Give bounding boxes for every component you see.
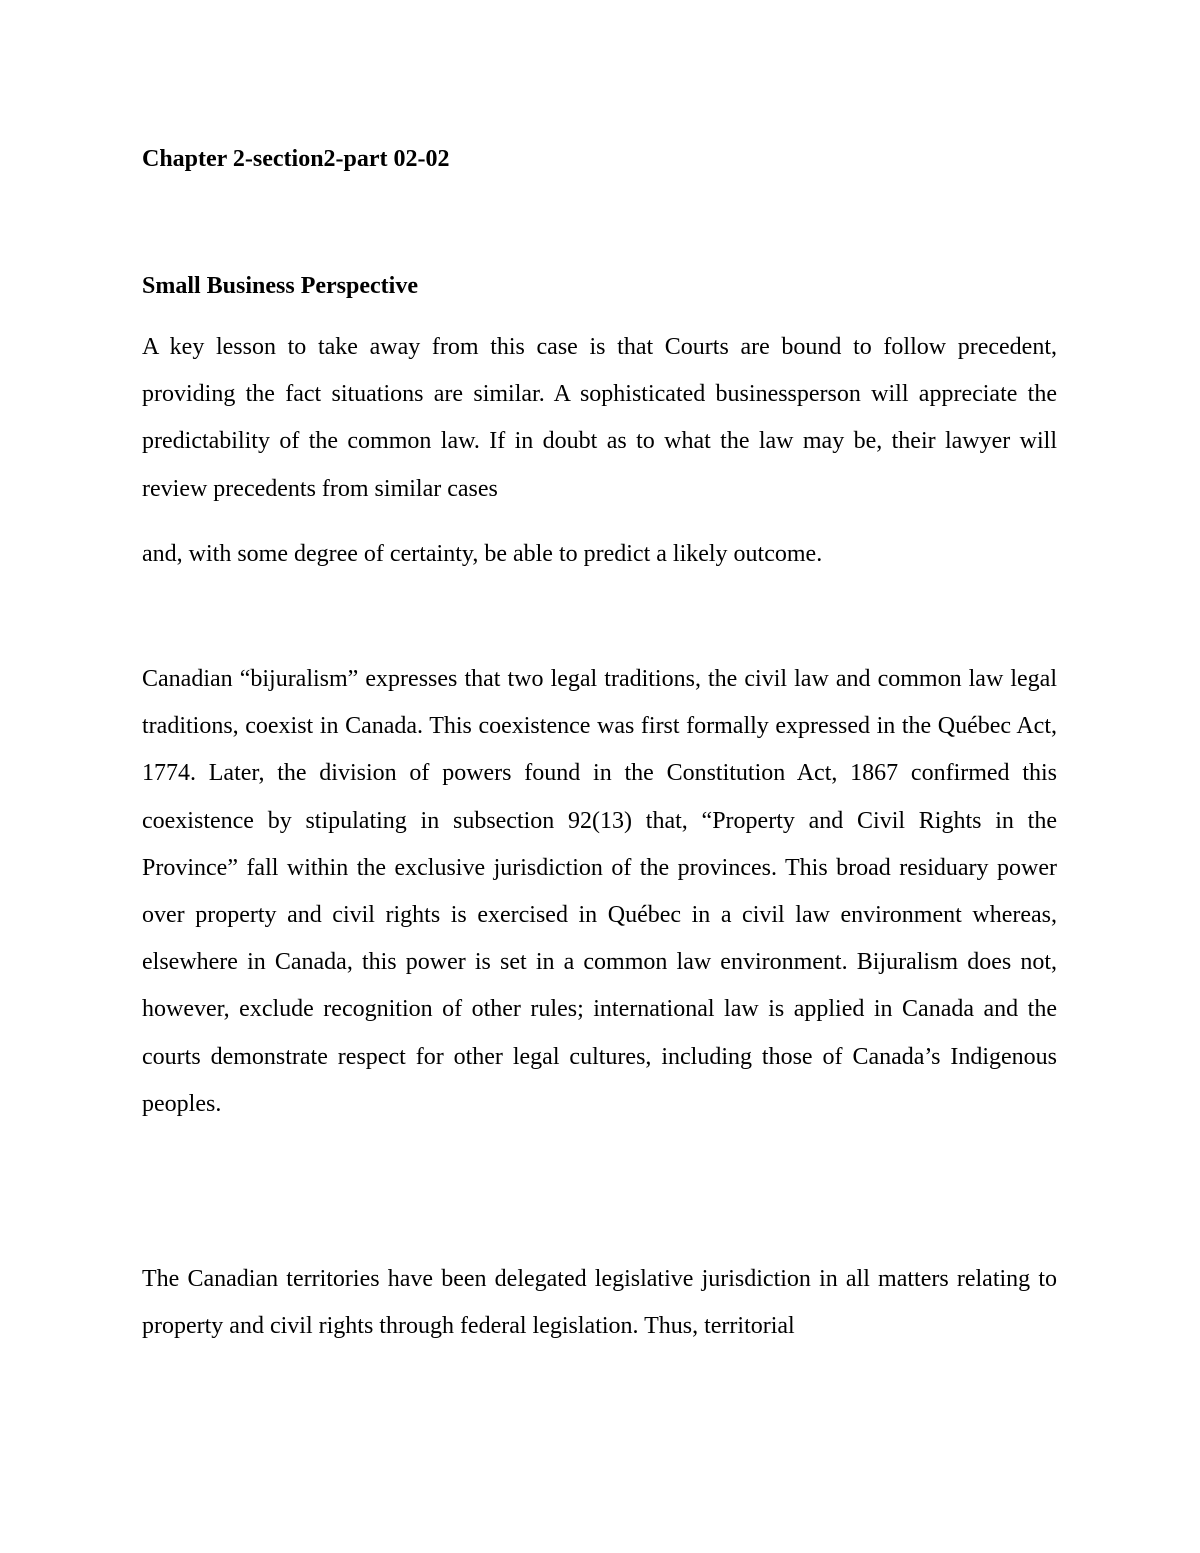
paragraph-bijuralism: Canadian “bijuralism” expresses that two legal traditions, the civil law and common law legal traditions, coexist in Canada. This coexistence was first formally expressed in the Québec Act, 1774. Later, the division of powers found in the Constitution Act, 1867 confirmed this coexistence by stipulating in subsection 92(13) that, “Property and Civil Rights in the Province” fall within the exclusive jurisdiction of the provinces. This broad residuary power over property and civil rights is exercised in Québec in a civil law environment whereas, elsewhere in Canada, this power is set in a common law environment. Bijuralism does not, however, exclude recognition of other rules; international law is applied in Canada and the courts demonstrate respect for other legal cultures, including those of Canada’s Indigenous peoples. [142,666,1057,1117]
paragraph-small-business-lesson-continued: and, with some degree of certainty, be able to predict a likely outcome. [142,541,823,567]
section-heading: Small Business Perspective [142,273,418,299]
chapter-title: Chapter 2-section2-part 02-02 [142,146,450,172]
paragraph-small-business-lesson: A key lesson to take away from this case is that Courts are bound to follow precedent, providing the fact situations are similar. A sophisticated businessperson will appreciate the predictability of the common law. If in doubt as to what the law may be, their lawyer will review precedents from similar cases [142,334,1057,502]
paragraph-canadian-territories: The Canadian territories have been delegated legislative jurisdiction in all matters relating to property and civil rights through federal legislation. Thus, territorial [142,1266,1057,1340]
